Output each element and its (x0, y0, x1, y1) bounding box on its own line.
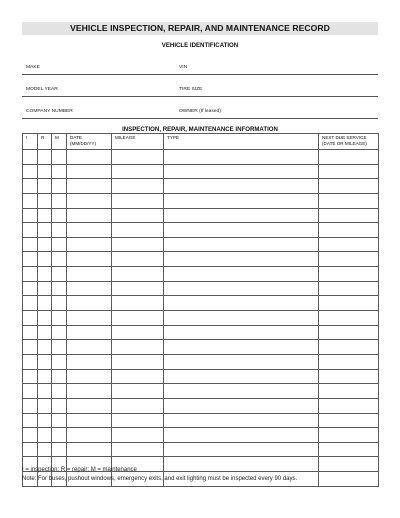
table-cell[interactable] (52, 369, 67, 384)
table-cell[interactable] (319, 428, 379, 443)
table-cell[interactable] (112, 442, 164, 457)
table-cell[interactable] (38, 179, 52, 194)
table-cell[interactable] (67, 428, 112, 443)
table-cell[interactable] (112, 398, 164, 413)
table-cell[interactable] (23, 428, 38, 443)
table-cell[interactable] (38, 325, 52, 340)
table-cell[interactable] (67, 325, 112, 340)
table-cell[interactable] (38, 237, 52, 252)
table-row (23, 296, 379, 311)
table-cell[interactable] (67, 398, 112, 413)
table-cell[interactable] (52, 223, 67, 238)
col-date-label: DATE (70, 135, 82, 140)
table-cell[interactable] (319, 179, 379, 194)
table-cell[interactable] (67, 208, 112, 223)
table-cell[interactable] (67, 340, 112, 355)
table-cell[interactable] (23, 354, 38, 369)
table-cell[interactable] (164, 442, 319, 457)
table-cell[interactable] (23, 252, 38, 267)
table-cell[interactable] (319, 354, 379, 369)
col-next-due-label: NEXT DUE SERVICE (322, 135, 367, 140)
table-cell[interactable] (52, 252, 67, 267)
table-cell[interactable] (112, 150, 164, 165)
table-cell[interactable] (38, 354, 52, 369)
model-year-field[interactable] (22, 85, 175, 97)
table-cell[interactable] (52, 208, 67, 223)
table-cell[interactable] (164, 428, 319, 443)
table-cell[interactable] (164, 340, 319, 355)
legend-text: I = inspection; R = repair; M = maintenance (22, 467, 137, 473)
table-cell[interactable] (112, 237, 164, 252)
company-number-label: COMPANY NUMBER (26, 109, 73, 114)
col-next-due-header (319, 134, 379, 150)
table-cell[interactable] (319, 413, 379, 428)
table-cell[interactable] (164, 252, 319, 267)
table-row (23, 311, 379, 326)
col-next-due-sub: (DATE OR MILEAGE) (322, 141, 367, 146)
table-cell[interactable] (52, 442, 67, 457)
table-cell[interactable] (112, 325, 164, 340)
table-cell[interactable] (112, 193, 164, 208)
tire-size-label: TIRE SIZE (179, 87, 203, 92)
note-text: Note: For buses, pushout windows, emergency exits, and exit lighting must be inspected every 90 days. (22, 476, 298, 482)
table-cell[interactable] (23, 442, 38, 457)
model-year-label: MODEL YEAR (26, 87, 58, 92)
table-cell[interactable] (52, 354, 67, 369)
table-cell[interactable] (164, 354, 319, 369)
company-number-field[interactable] (22, 107, 175, 119)
table-cell[interactable] (319, 164, 379, 179)
table-cell[interactable] (164, 457, 319, 472)
table-cell[interactable] (319, 311, 379, 326)
col-type-header: TYPE (164, 134, 319, 150)
make-field[interactable] (22, 63, 175, 75)
table-cell[interactable] (23, 398, 38, 413)
table-cell[interactable] (67, 369, 112, 384)
table-cell[interactable] (23, 281, 38, 296)
table-row (23, 369, 379, 384)
table-cell[interactable] (38, 193, 52, 208)
table-cell[interactable] (67, 442, 112, 457)
table-cell[interactable] (23, 369, 38, 384)
table-cell[interactable] (67, 296, 112, 311)
table-cell[interactable] (23, 296, 38, 311)
table-cell[interactable] (38, 252, 52, 267)
table-cell[interactable] (164, 223, 319, 238)
col-repair-header: R (38, 134, 52, 150)
table-cell[interactable] (38, 442, 52, 457)
table-cell[interactable] (112, 281, 164, 296)
table-row (23, 325, 379, 340)
table-cell[interactable] (319, 150, 379, 165)
table-row (23, 398, 379, 413)
col-date-header (67, 134, 112, 150)
table-cell[interactable] (52, 164, 67, 179)
tire-size-field[interactable] (175, 85, 378, 97)
table-cell[interactable] (319, 398, 379, 413)
table-cell[interactable] (23, 208, 38, 223)
table-row (23, 193, 379, 208)
table-cell[interactable] (112, 267, 164, 282)
vehicle-identification-heading: VEHICLE IDENTIFICATION (161, 42, 239, 49)
table-cell[interactable] (52, 237, 67, 252)
table-cell[interactable] (164, 193, 319, 208)
table-row (23, 340, 379, 355)
table-cell[interactable] (67, 267, 112, 282)
table-cell[interactable] (164, 413, 319, 428)
table-cell[interactable] (319, 296, 379, 311)
table-cell[interactable] (164, 311, 319, 326)
table-cell[interactable] (38, 413, 52, 428)
table-cell[interactable] (52, 311, 67, 326)
table-row (23, 442, 379, 457)
table-cell[interactable] (67, 164, 112, 179)
table-cell[interactable] (112, 208, 164, 223)
table-row (23, 428, 379, 443)
table-cell[interactable] (52, 150, 67, 165)
table-cell[interactable] (112, 311, 164, 326)
table-row (23, 179, 379, 194)
table-cell[interactable] (319, 384, 379, 399)
table-cell[interactable] (23, 340, 38, 355)
table-cell[interactable] (319, 457, 379, 472)
table-cell[interactable] (319, 267, 379, 282)
table-cell[interactable] (67, 354, 112, 369)
table-cell[interactable] (164, 208, 319, 223)
table-cell[interactable] (38, 281, 52, 296)
table-cell[interactable] (38, 428, 52, 443)
record-table-body (23, 150, 379, 487)
table-cell[interactable] (67, 413, 112, 428)
page-title: VEHICLE INSPECTION, REPAIR, AND MAINTENANCE RECORD (22, 22, 378, 35)
information-heading: INSPECTION, REPAIR, MAINTENANCE INFORMATION (122, 126, 278, 133)
table-cell[interactable] (23, 179, 38, 194)
table-cell[interactable] (112, 369, 164, 384)
table-cell[interactable] (52, 398, 67, 413)
table-cell[interactable] (319, 281, 379, 296)
table-cell[interactable] (319, 442, 379, 457)
table-cell[interactable] (38, 150, 52, 165)
table-cell[interactable] (164, 369, 319, 384)
table-cell[interactable] (164, 325, 319, 340)
table-cell[interactable] (52, 340, 67, 355)
table-cell[interactable] (52, 193, 67, 208)
table-cell[interactable] (164, 281, 319, 296)
vin-label: VIN (179, 65, 188, 70)
table-cell[interactable] (23, 223, 38, 238)
table-cell[interactable] (67, 281, 112, 296)
table-cell[interactable] (319, 223, 379, 238)
table-cell[interactable] (164, 267, 319, 282)
table-cell[interactable] (319, 237, 379, 252)
table-cell[interactable] (164, 179, 319, 194)
table-cell[interactable] (52, 281, 67, 296)
table-cell[interactable] (319, 472, 379, 487)
table-cell[interactable] (52, 267, 67, 282)
table-row (23, 208, 379, 223)
table-cell[interactable] (112, 252, 164, 267)
table-cell[interactable] (319, 252, 379, 267)
table-cell[interactable] (38, 398, 52, 413)
col-date-format: (MM/DD/YY) (70, 141, 97, 146)
table-cell[interactable] (67, 150, 112, 165)
owner-label: OWNER (If leased) (179, 109, 221, 114)
table-cell[interactable] (67, 252, 112, 267)
table-cell[interactable] (67, 384, 112, 399)
table-cell[interactable] (52, 384, 67, 399)
table-row (23, 267, 379, 282)
table-cell[interactable] (38, 267, 52, 282)
table-cell[interactable] (23, 413, 38, 428)
table-cell[interactable] (319, 369, 379, 384)
table-row (23, 384, 379, 399)
table-cell[interactable] (38, 164, 52, 179)
table-row (23, 164, 379, 179)
table-cell[interactable] (38, 384, 52, 399)
table-cell[interactable] (67, 311, 112, 326)
table-cell[interactable] (112, 179, 164, 194)
owner-field[interactable] (175, 107, 378, 119)
table-cell[interactable] (319, 193, 379, 208)
table-cell[interactable] (164, 164, 319, 179)
table-cell[interactable] (23, 384, 38, 399)
table-cell[interactable] (164, 296, 319, 311)
table-cell[interactable] (23, 164, 38, 179)
table-cell[interactable] (23, 237, 38, 252)
table-cell[interactable] (112, 340, 164, 355)
table-cell[interactable] (67, 223, 112, 238)
table-cell[interactable] (112, 164, 164, 179)
table-header-row (23, 134, 379, 150)
table-row (23, 354, 379, 369)
table-cell[interactable] (112, 223, 164, 238)
table-cell[interactable] (38, 340, 52, 355)
table-cell[interactable] (319, 208, 379, 223)
table-cell[interactable] (164, 398, 319, 413)
table-cell[interactable] (52, 325, 67, 340)
table-cell[interactable] (319, 325, 379, 340)
table-cell[interactable] (38, 223, 52, 238)
table-cell[interactable] (23, 325, 38, 340)
table-cell[interactable] (164, 150, 319, 165)
table-cell[interactable] (112, 428, 164, 443)
vin-field[interactable] (175, 63, 378, 75)
table-cell[interactable] (164, 384, 319, 399)
table-cell[interactable] (67, 193, 112, 208)
table-cell[interactable] (23, 311, 38, 326)
table-cell[interactable] (112, 384, 164, 399)
table-cell[interactable] (23, 150, 38, 165)
table-cell[interactable] (164, 237, 319, 252)
table-cell[interactable] (112, 354, 164, 369)
table-row (23, 237, 379, 252)
table-cell[interactable] (112, 413, 164, 428)
table-cell[interactable] (112, 296, 164, 311)
table-row (23, 223, 379, 238)
col-maintenance-header: M (52, 134, 67, 150)
record-table (22, 133, 379, 487)
table-cell[interactable] (52, 428, 67, 443)
table-cell[interactable] (38, 296, 52, 311)
table-cell[interactable] (67, 179, 112, 194)
table-cell[interactable] (38, 311, 52, 326)
table-cell[interactable] (38, 208, 52, 223)
table-row (23, 252, 379, 267)
table-cell[interactable] (319, 340, 379, 355)
table-cell[interactable] (23, 267, 38, 282)
table-row (23, 413, 379, 428)
table-cell[interactable] (52, 179, 67, 194)
col-inspection-header: I (23, 134, 38, 150)
table-row (23, 150, 379, 165)
table-cell[interactable] (52, 413, 67, 428)
table-cell[interactable] (38, 369, 52, 384)
make-label: MAKE (26, 65, 40, 70)
col-mileage-header: MILEAGE (112, 134, 164, 150)
table-cell[interactable] (52, 296, 67, 311)
table-cell[interactable] (67, 237, 112, 252)
table-row (23, 281, 379, 296)
table-cell[interactable] (23, 193, 38, 208)
